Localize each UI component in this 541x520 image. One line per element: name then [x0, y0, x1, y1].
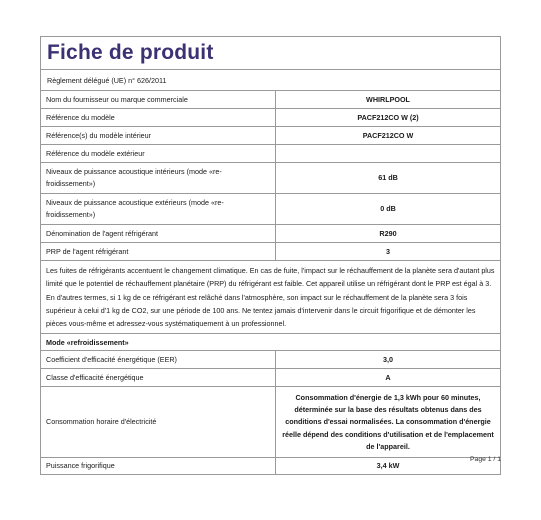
table-row: [41, 387, 500, 458]
regulation-text: Règlement délégué (UE) n° 626/2011: [47, 75, 167, 85]
product-sheet: [40, 36, 501, 475]
table-row: [41, 369, 500, 387]
table-row: [41, 145, 500, 163]
page-indicator: Page 1 / 1: [470, 456, 501, 463]
row-value: WHIRLPOOL: [276, 91, 501, 109]
table-row: [41, 91, 500, 109]
row-label: PRP de l'agent réfrigérant: [41, 243, 276, 261]
row-value: A: [276, 369, 501, 387]
page-title: Fiche de produit: [47, 41, 214, 64]
row-label: Coefficient d'efficacité énergétique (EER): [41, 351, 276, 369]
table-row: [41, 127, 500, 145]
table-row: [41, 194, 500, 225]
row-label: Référence du modèle extérieur: [41, 145, 276, 163]
row-value: PACF212CO W (2): [276, 109, 501, 127]
title-row: [41, 37, 500, 70]
row-label: Dénomination de l'agent réfrigérant: [41, 225, 276, 243]
row-value: R290: [276, 225, 501, 243]
row-label: Consommation horaire d'électricité: [41, 387, 276, 458]
row-value: 0 dB: [276, 194, 501, 225]
bottom-table: [41, 351, 500, 474]
table-row: [41, 163, 500, 194]
table-row: [41, 243, 500, 261]
row-label: Référence(s) du modèle intérieur: [41, 127, 276, 145]
row-value: 3: [276, 243, 501, 261]
row-value: 61 dB: [276, 163, 501, 194]
table-row: [41, 458, 500, 475]
row-value: 3,4 kW: [376, 461, 400, 471]
row-label: Nom du fournisseur ou marque commerciale: [41, 91, 276, 109]
row-value: 3,0: [276, 351, 501, 369]
regulation-row: [41, 70, 500, 91]
row-value: Consommation d'énergie de 1,3 kWh pour 60 minutes, déterminée sur la base des résultats obtenus dans des conditions d'essai normalisées. La consommation d'énergie réelle dépend des conditions d'utilisation et de l'emplacement de l'appareil.: [276, 387, 501, 458]
row-label: Classe d'efficacité énergétique: [41, 369, 276, 387]
row-label: Niveaux de puissance acoustique intérieurs (mode «re-froidissement»): [41, 163, 276, 194]
row-label: Puissance frigorifique: [41, 458, 276, 475]
row-label: Niveaux de puissance acoustique extérieurs (mode «re-froidissement»): [41, 194, 276, 225]
top-table: [41, 91, 500, 261]
table-row: [41, 225, 500, 243]
table-row: [41, 351, 500, 369]
section-heading: Mode «refroidissement»: [41, 334, 500, 351]
table-row: [41, 109, 500, 127]
refrigerant-note: Les fuites de réfrigérants accentuent le changement climatique. En cas de fuite, l'impact sur le réchauffement de la planète sera d'autant plus limité que le potentiel de réchauffement planétaire (PRP) du réfrigérant est faible. Cet appareil utilise un réfrigérant dont le PRP est égal à 3. En d'autres termes, si 1 kg de ce réfrigérant est relâché dans l'atmosphère, son impact sur le réchauffement de la planète sera 3 fois supérieur à celui d'1 kg de CO2, sur une période de 100 ans. Ne tentez jamais d'intervenir dans le circuit frigorifique et de démonter les pièces vous-même et adressez-vous systématiquement à un professionnel.: [41, 261, 500, 334]
row-label: Référence du modèle: [41, 109, 276, 127]
row-value: [276, 145, 501, 163]
row-value: PACF212CO W: [276, 127, 501, 145]
